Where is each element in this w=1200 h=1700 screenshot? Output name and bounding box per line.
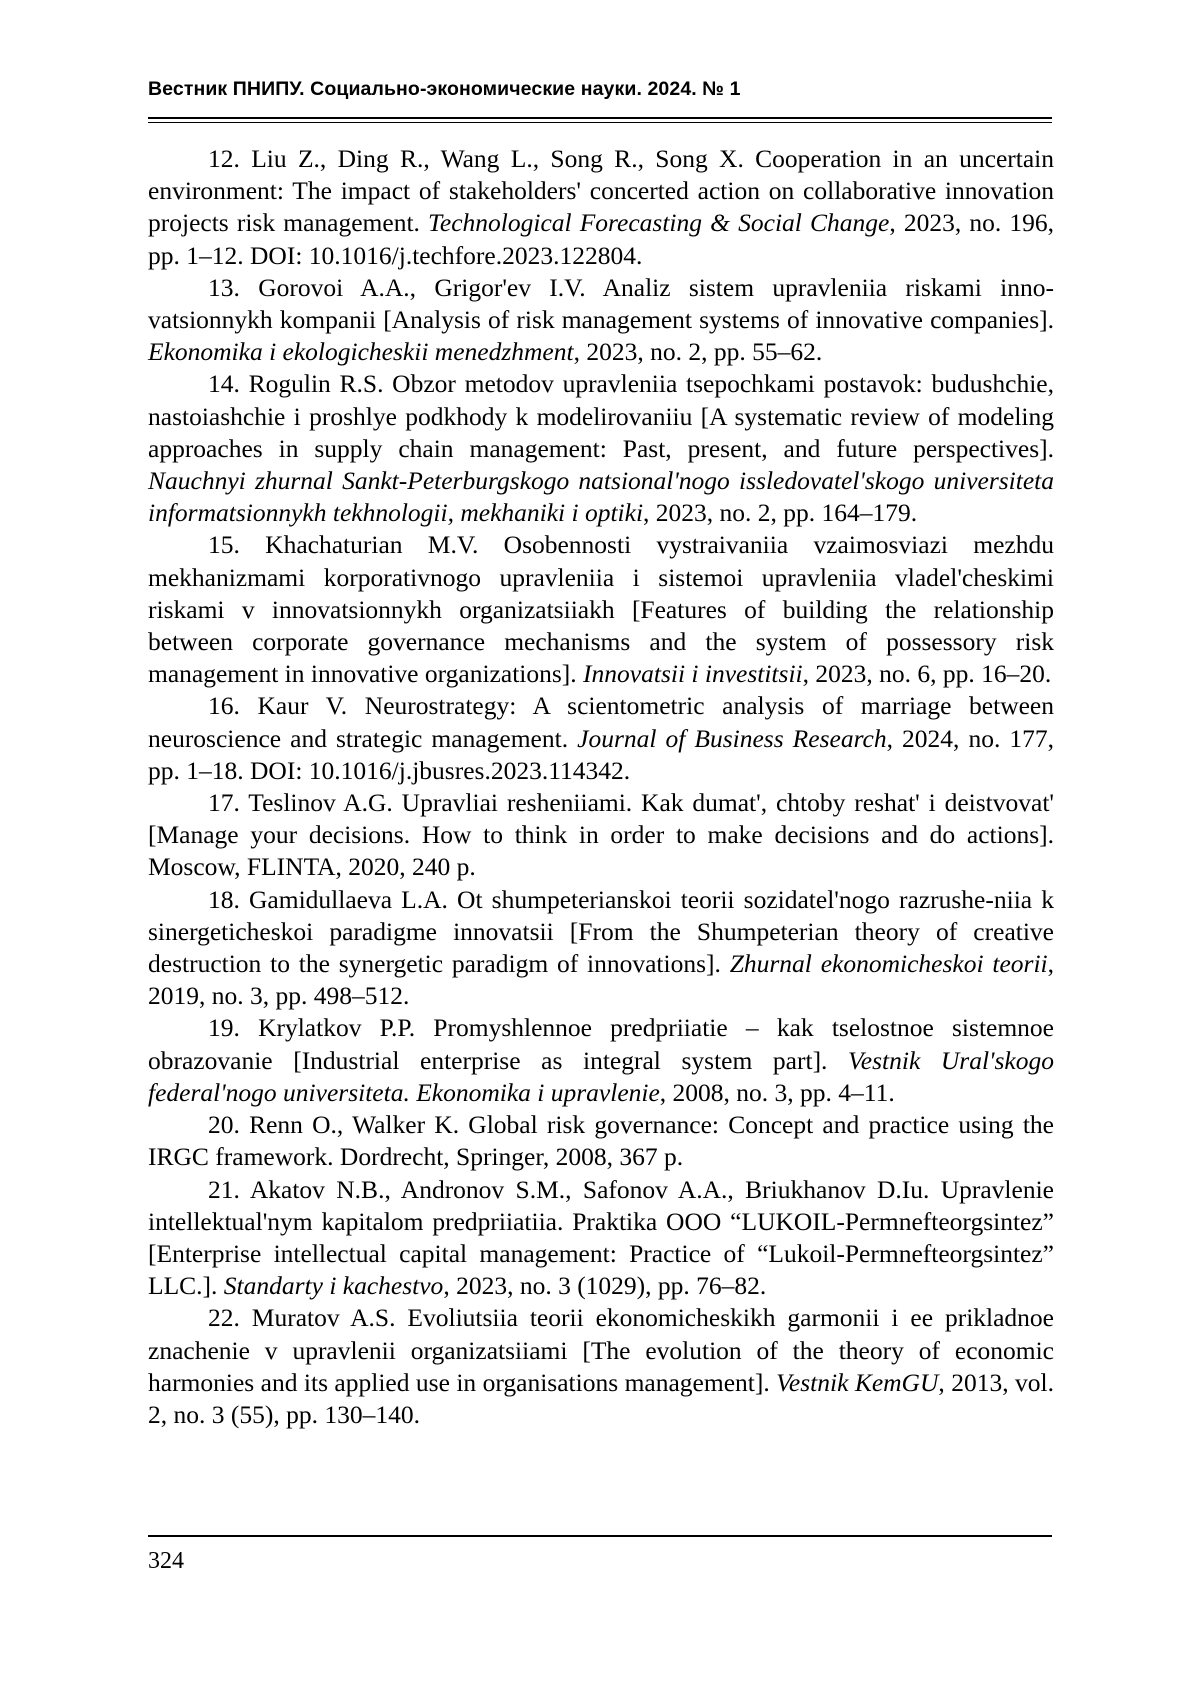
reference-text: , 2023, no. 2, pp. 164–179.: [643, 498, 918, 528]
reference-entry: [148, 1302, 1054, 1431]
reference-source-title: Zhurnal ekonomicheskoi teorii: [729, 949, 1048, 979]
reference-entry: [148, 272, 1054, 369]
reference-entry: [148, 1109, 1054, 1173]
running-header: Вестник ПНИПУ. Социально-экономические науки. 2024. № 1: [148, 78, 741, 100]
reference-text: 14. Rogulin R.S. Obzor metodov upravleniia tsepochkami postavok: budushchie, nastoiashchie i proshlye podkhody k modelirovaniiu [A systematic review of modeling approaches in supply chain management: Past, present, and future perspectives].: [148, 369, 1054, 463]
reference-entry: [148, 884, 1054, 1013]
footer-divider: [148, 1535, 1052, 1537]
reference-text: 12. Liu Z., Ding R., Wang L., Song R., Song X. Cooperation in an uncertain environment: The impact of stakeholders' concerted action on collaborative innovation projects risk management.: [148, 144, 1054, 238]
reference-text: , 2024, no. 177, pp. 1–18. DOI: 10.1016/j.jbusres.2023.114342.: [148, 723, 1054, 785]
reference-text: , 2023, no. 196, pp. 1–12. DOI: 10.1016/j.techfore.2023.122804.: [148, 208, 1055, 270]
reference-text: 15. Khachaturian M.V. Osobennosti vystraivaniia vzaimosviazi mezhdu mekhanizmami korporativnogo upravleniia i sistemoi upravleniia vladel'cheskimi riskami v innovatsionnykh organizatsiiakh [Features of building the relationship between corporate governance mechanisms and the system of possessory risk management in innovative organizations].: [148, 530, 1054, 689]
reference-source-title: Vestnik Ural'skogo federal'nogo universiteta. Ekonomika i upravlenie: [148, 1045, 1054, 1107]
reference-source-title: Journal of Business Research: [577, 723, 887, 753]
reference-text: , 2013, vol. 2, no. 3 (55), pp. 130–140.: [148, 1367, 1054, 1429]
reference-source-title: Innovatsii i investitsii: [583, 659, 803, 689]
reference-text: 13. Gorovoi A.A., Grigor'ev I.V. Analiz sistem upravleniia riskami inno-vatsionnykh kompanii [Analysis of risk management systems of innovative companies].: [148, 272, 1054, 335]
reference-text: 17. Teslinov A.G. Upravliai resheniiami. Kak dumat', chtoby reshat' i deistvovat' [Manage your decisions. How to think in order to make decisions and do actions]. Moscow, FLINTA, 2020, 240 p.: [148, 788, 1054, 882]
reference-entry: [148, 529, 1054, 690]
header-divider: [148, 117, 1052, 123]
reference-text: , 2019, no. 3, pp. 498–512.: [148, 949, 1054, 1011]
reference-text: 18. Gamidullaeva L.A. Ot shumpeterianskoi teorii sozidatel'nogo razrushe-niia k sinergeticheskoi paradigme innovatsii [From the Shumpeterian theory of creative destruction to the synergetic paradigm of innovations].: [148, 884, 1054, 979]
reference-source-title: Ekonomika i ekologicheskii menedzhment: [148, 337, 574, 367]
reference-source-title: Standarty i kachestvo: [223, 1271, 444, 1301]
page-number: 324: [148, 1548, 184, 1574]
reference-text: , 2023, no. 3 (1029), pp. 76–82.: [443, 1271, 767, 1301]
reference-source-title: Vestnik KemGU: [776, 1367, 939, 1397]
reference-text: , 2023, no. 6, pp. 16–20.: [802, 659, 1052, 689]
reference-entry: [148, 143, 1054, 272]
reference-text: , 2008, no. 3, pp. 4–11.: [659, 1077, 895, 1107]
reference-entry: [148, 690, 1054, 787]
reference-source-title: Nauchnyi zhurnal Sankt-Peterburgskogo natsional'nogo issledovatel'skogo universiteta informatsionnykh tekhnologii, mekhaniki i optiki: [148, 466, 1054, 528]
reference-source-title: Technological Forecasting & Social Change: [428, 208, 890, 238]
reference-entry: [148, 368, 1054, 529]
reference-text: , 2023, no. 2, pp. 55–62.: [573, 337, 823, 367]
reference-text: 21. Akatov N.B., Andronov S.M., Safonov A.A., Briukhanov D.Iu. Upravlenie intellektual'nym kapitalom predpriiatiia. Praktika OOO “LUKOIL-Permnefteorgsintez” [Enterprise intellectual capital management: Practice of “Lukoil-Permnefteorgsintez” LLC.].: [148, 1174, 1054, 1301]
reference-text: 22. Muratov A.S. Evoliutsiia teorii ekonomicheskikh garmonii i ee prikladnoe znachenie v upravlenii organizatsiiami [The evolution of the theory of economic harmonies and its applied use in organisations management].: [148, 1303, 1054, 1397]
reference-entry: [148, 787, 1054, 884]
reference-text: 16. Kaur V. Neurostrategy: A scientometric analysis of marriage between neuroscience and strategic management.: [148, 691, 1054, 753]
reference-list: [148, 143, 1054, 1431]
reference-text: 19. Krylatkov P.P. Promyshlennoe predpriiatie – kak tselostnoe sistemnoe obrazovanie [Industrial enterprise as integral system part].: [148, 1013, 1054, 1075]
reference-text: 20. Renn O., Walker K. Global risk governance: Concept and practice using the IRGC framework. Dordrecht, Springer, 2008, 367 p.: [148, 1110, 1054, 1172]
reference-entry: [148, 1174, 1054, 1303]
reference-entry: [148, 1012, 1054, 1109]
